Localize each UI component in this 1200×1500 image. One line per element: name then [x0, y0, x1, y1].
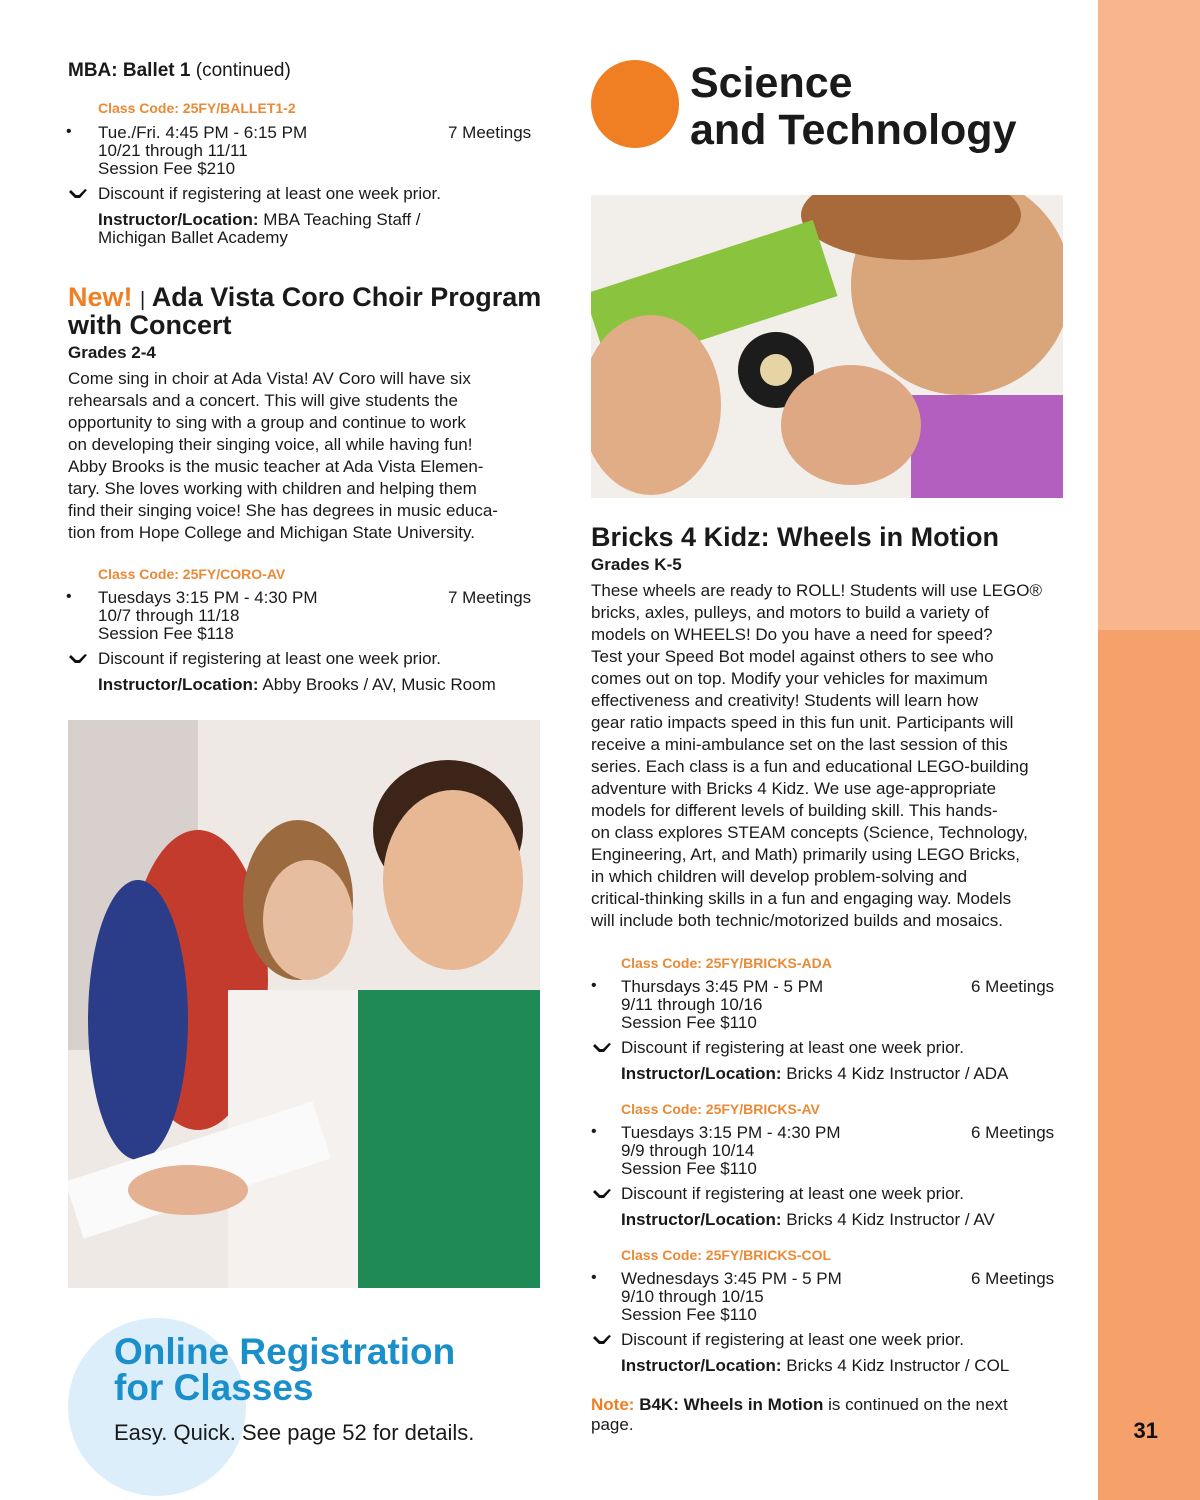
discount-hand-icon: [592, 1042, 612, 1056]
bricks-av-class-code: Class Code: 25FY/BRICKS-AV: [621, 1101, 820, 1117]
choir-desc-line: tary. She loves working with children and helping them: [68, 479, 477, 498]
bricks-desc-line: gear ratio impacts speed in this fun unit. Participants will: [591, 713, 1014, 732]
bricks-ada-dates: 9/11 through 10/16: [621, 995, 763, 1014]
ballet-title-text: MBA: Ballet 1: [68, 60, 191, 81]
bricks-col-instructor: [621, 1357, 1009, 1375]
choir-desc-line: Abby Brooks is the music teacher at Ada Vista Elemen-: [68, 457, 484, 476]
note-end: page.: [591, 1415, 634, 1434]
new-badge: New!: [68, 282, 133, 312]
instructor-label: Instructor/Location:: [621, 1356, 782, 1375]
bricks-av-fee: Session Fee $110: [621, 1159, 757, 1178]
ballet-fee: Session Fee $210: [98, 159, 236, 178]
bricks-desc-line: These wheels are ready to ROLL! Students will use LEGO®: [591, 581, 1042, 600]
page-number: 31: [1133, 1418, 1158, 1443]
bricks-grades: Grades K-5: [591, 555, 682, 574]
orange-circle-icon: [591, 60, 679, 148]
choir-dates: 10/7 through 11/18: [98, 606, 240, 625]
instructor-value: Bricks 4 Kidz Instructor / AV: [786, 1210, 995, 1229]
note-rest: is continued on the next: [828, 1395, 1008, 1414]
bullet-icon: •: [591, 1123, 597, 1140]
bricks-ada-discount: Discount if registering at least one week prior.: [621, 1038, 965, 1057]
science-title: [690, 60, 1017, 154]
bricks-description: [591, 580, 1071, 932]
bricks-col-meetings: 6 Meetings: [971, 1269, 1055, 1288]
bricks-desc-line: effectiveness and creativity! Students will learn how: [591, 691, 979, 710]
discount-hand-icon: [592, 1334, 612, 1348]
ballet-meetings: 7 Meetings: [448, 123, 532, 142]
choir-desc-line: find their singing voice! She has degrees in music educa-: [68, 501, 498, 520]
ballet-instructor-value-2: Michigan Ballet Academy: [98, 228, 288, 247]
bricks-av-discount: Discount if registering at least one week prior.: [621, 1184, 965, 1203]
choir-desc-line: tion from Hope College and Michigan State University.: [68, 523, 475, 542]
bricks-desc-line: in which children will develop problem-solving and: [591, 867, 968, 886]
continuation-note: [591, 1395, 1008, 1435]
instructor-label: Instructor/Location:: [621, 1064, 782, 1083]
bullet-icon: •: [591, 1269, 597, 1286]
choir-fee: Session Fee $118: [98, 624, 234, 643]
bricks-av-meetings: 6 Meetings: [971, 1123, 1055, 1142]
bricks-desc-line: Engineering, Art, and Math) primarily using LEGO Bricks,: [591, 845, 1020, 864]
choir-meetings: 7 Meetings: [448, 588, 532, 607]
ballet-instructor-label: Instructor/Location:: [98, 210, 259, 229]
science-title-line-2: and Technology: [690, 106, 1017, 154]
note-bold: B4K: Wheels in Motion: [639, 1395, 824, 1414]
bricks-col-schedule: Wednesdays 3:45 PM - 5 PM: [621, 1269, 842, 1288]
ballet-instructor-value-1: MBA Teaching Staff /: [263, 210, 421, 229]
ballet-title-suffix: (continued): [195, 60, 291, 81]
bricks-ada-schedule: Thursdays 3:45 PM - 5 PM: [621, 977, 824, 996]
choir-title-line-2: with Concert: [68, 310, 232, 340]
choir-desc-line: Come sing in choir at Ada Vista! AV Coro will have six: [68, 369, 471, 388]
page-side-band-lower: [1098, 630, 1200, 1500]
choir-description: [68, 368, 548, 544]
bullet-icon: •: [66, 123, 72, 140]
choir-photo: [68, 720, 540, 1288]
bricks-desc-line: models on WHEELS! Do you have a need for speed?: [591, 625, 993, 644]
ballet-discount: Discount if registering at least one week prior.: [98, 184, 442, 203]
bricks-desc-line: will include both technic/motorized builds and mosaics.: [591, 911, 1003, 930]
bricks-col-dates: 9/10 through 10/15: [621, 1287, 764, 1306]
choir-instructor-label: Instructor/Location:: [98, 675, 259, 694]
online-title-line-2: for Classes: [114, 1367, 314, 1408]
discount-hand-icon: [68, 653, 88, 667]
choir-discount: Discount if registering at least one week prior.: [98, 649, 442, 668]
online-title: [114, 1331, 456, 1408]
bricks-ada-class-code: Class Code: 25FY/BRICKS-ADA: [621, 955, 832, 971]
choir-instructor-value: Abby Brooks / AV, Music Room: [262, 675, 496, 694]
choir-class-code: Class Code: 25FY/CORO-AV: [98, 566, 286, 582]
bricks-desc-line: adventure with Bricks 4 Kidz. We use age-appropriate: [591, 779, 997, 798]
note-label: Note:: [591, 1395, 635, 1414]
ballet-title: [68, 60, 291, 82]
ballet-dates: 10/21 through 11/11: [98, 141, 248, 160]
ballet-class-code: Class Code: 25FY/BALLET1-2: [98, 100, 296, 116]
bricks-title: Bricks 4 Kidz: Wheels in Motion: [591, 522, 1000, 552]
bricks-col-class-code: Class Code: 25FY/BRICKS-COL: [621, 1247, 832, 1263]
choir-desc-line: rehearsals and a concert. This will give students the: [68, 391, 458, 410]
bricks-desc-line: series. Each class is a fun and educational LEGO-building: [591, 757, 1029, 776]
bricks-desc-line: bricks, axles, pulleys, and motors to build a variety of: [591, 603, 989, 622]
ballet-instructor: [98, 211, 421, 229]
bricks-av-instructor: [621, 1211, 995, 1229]
instructor-value: Bricks 4 Kidz Instructor / ADA: [786, 1064, 1009, 1083]
bricks-desc-line: on class explores STEAM concepts (Science, Technology,: [591, 823, 1028, 842]
choir-desc-line: on developing their singing voice, all while having fun!: [68, 435, 473, 454]
science-title-line-1: Science: [690, 59, 853, 107]
instructor-value: Bricks 4 Kidz Instructor / COL: [786, 1356, 1010, 1375]
ballet-schedule: Tue./Fri. 4:45 PM - 6:15 PM: [98, 123, 308, 142]
discount-hand-icon: [68, 188, 88, 202]
bullet-icon: •: [591, 977, 597, 994]
bricks-ada-fee: Session Fee $110: [621, 1013, 757, 1032]
online-subtitle: Easy. Quick. See page 52 for details.: [114, 1420, 475, 1445]
choir-grades: Grades 2-4: [68, 343, 156, 362]
bricks-desc-line: critical-thinking skills in a fun and engaging way. Models: [591, 889, 1012, 908]
choir-instructor: [98, 676, 496, 694]
bricks-ada-meetings: 6 Meetings: [971, 977, 1055, 996]
bricks-av-dates: 9/9 through 10/14: [621, 1141, 755, 1160]
bricks-col-discount: Discount if registering at least one week prior.: [621, 1330, 965, 1349]
bricks-desc-line: models for different levels of building skill. This hands-: [591, 801, 998, 820]
bricks-col-fee: Session Fee $110: [621, 1305, 757, 1324]
choir-schedule: Tuesdays 3:15 PM - 4:30 PM: [98, 588, 318, 607]
bullet-icon: •: [66, 588, 72, 605]
online-title-line-1: Online Registration: [114, 1331, 456, 1372]
title-separator: |: [140, 289, 146, 311]
bricks-desc-line: receive a mini-ambulance set on the last session of this: [591, 735, 1008, 754]
bricks-photo: [591, 195, 1063, 498]
instructor-label: Instructor/Location:: [621, 1210, 782, 1229]
discount-hand-icon: [592, 1188, 612, 1202]
bricks-av-schedule: Tuesdays 3:15 PM - 4:30 PM: [621, 1123, 841, 1142]
choir-desc-line: opportunity to sing with a group and continue to work: [68, 413, 466, 432]
bricks-ada-instructor: [621, 1065, 1008, 1083]
choir-title-text: Ada Vista Coro Choir Program: [151, 282, 542, 312]
bricks-desc-line: Test your Speed Bot model against others to see who: [591, 647, 994, 666]
bricks-desc-line: comes out on top. Modify your vehicles for maximum: [591, 669, 988, 688]
